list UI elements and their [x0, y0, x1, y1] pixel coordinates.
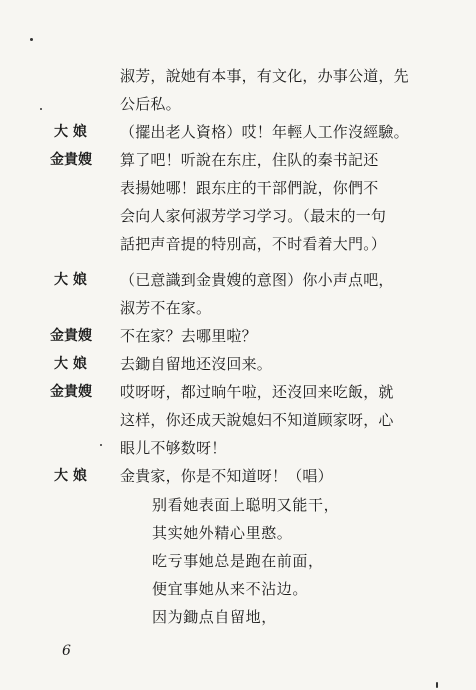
dialogue-line: 不在家？去哪里啦？ [120, 327, 257, 345]
speaker-label-daniang: 大 娘 [54, 124, 87, 140]
dialogue-line: 淑芳不在家。 [120, 299, 212, 317]
dialogue-line: （擺出老人資格）哎！年輕人工作沒經驗。 [120, 123, 409, 141]
song-lyric-line: 便宜事她从来不沾边。 [152, 580, 309, 598]
speaker-label-jinguisao: 金貴嫂 [50, 328, 92, 344]
dialogue-line: 眼儿不够数呀！ [120, 439, 227, 457]
scan-speck [436, 682, 438, 688]
speaker-label-daniang: 大 娘 [54, 468, 87, 484]
stage-direction-line: 話把声音提的特別高，不时看着大門。） [120, 235, 387, 253]
song-lyric-line: 因为鋤点自留地， [152, 608, 277, 626]
dialogue-line: （已意識到金貴嫂的意图）你小声点吧， [120, 271, 394, 289]
page-number: 6 [62, 643, 71, 659]
scan-speck [40, 108, 42, 110]
song-lyric-line: 吃亏事她总是跑在前面， [152, 552, 324, 570]
dialogue-line: 公后私。 [120, 95, 181, 113]
scan-speck [30, 38, 33, 41]
dialogue-line: 表揚她哪！跟东庄的干部們說，你們不 [120, 179, 379, 197]
speaker-label-jinguisao: 金貴嫂 [50, 152, 92, 168]
dialogue-line: 这样，你还成天說媳妇不知道顾家呀，心 [120, 411, 394, 429]
dialogue-line: 淑芳，說她有本事，有文化，办事公道，先 [120, 67, 409, 85]
dialogue-line: 去鋤自留地还沒回来。 [120, 355, 273, 373]
dialogue-line: 哎呀呀，都过晌午啦，还沒回来吃飯，就 [120, 383, 394, 401]
speaker-label-daniang: 大 娘 [54, 356, 87, 372]
dialogue-line: 算了吧！听說在东庄，住队的秦书記还 [120, 151, 379, 169]
song-lyric-line: 其实她外精心里憨。 [152, 524, 293, 542]
song-lyric-line: 别看她表面上聪明又能干， [152, 496, 340, 514]
dialogue-line: 金貴家，你是不知道呀！（唱） [120, 467, 333, 485]
scan-speck [100, 444, 102, 446]
speaker-label-jinguisao: 金貴嫂 [50, 384, 92, 400]
stage-direction-line: 会向人家何淑芳学习学习。（最末的一句 [120, 207, 387, 225]
speaker-label-daniang: 大 娘 [54, 272, 87, 288]
